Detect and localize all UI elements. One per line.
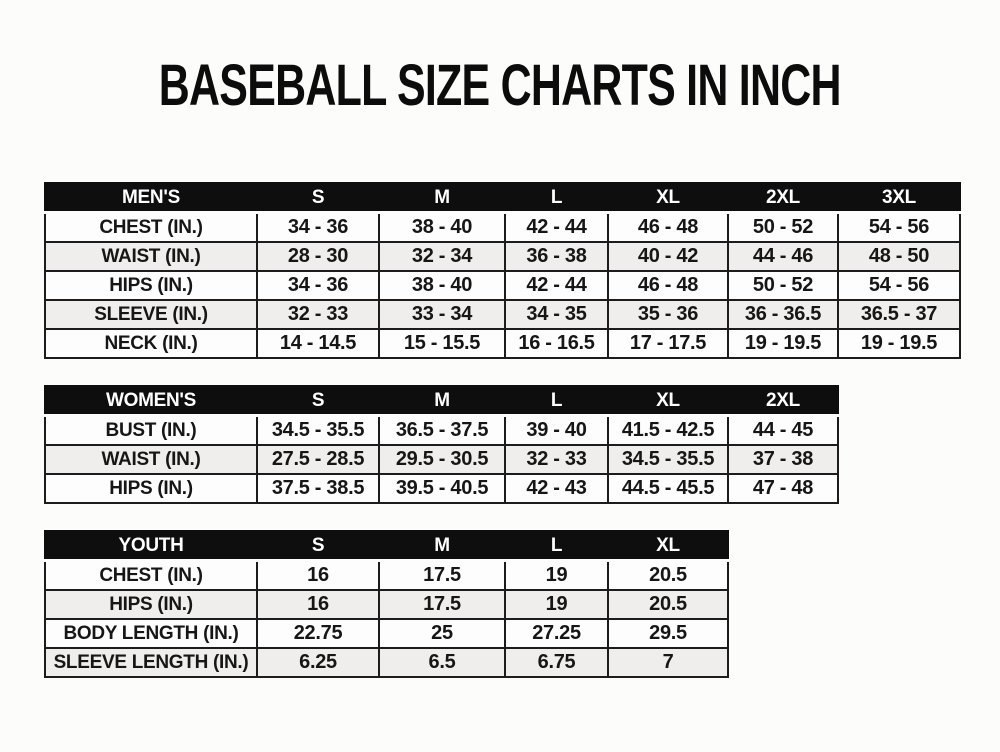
value-cell: 7 [608,648,728,677]
value-cell: 36 - 36.5 [728,300,838,329]
row-label-cell: HIPS (IN.) [45,590,257,619]
row-label-cell: CHEST (IN.) [45,213,257,243]
value-cell: 42 - 43 [505,474,608,503]
value-cell: 44 - 46 [728,242,838,271]
value-cell: 19 [505,590,608,619]
value-cell: 37 - 38 [728,445,838,474]
value-cell: 37.5 - 38.5 [257,474,379,503]
value-cell: 34 - 35 [505,300,608,329]
row-label-cell: HIPS (IN.) [45,271,257,300]
mens-size-header-cell: XL [608,183,728,213]
womens-size-table [44,385,839,504]
value-cell: 34.5 - 35.5 [257,416,379,446]
table-row [45,590,728,619]
value-cell: 20.5 [608,590,728,619]
row-label-cell: NECK (IN.) [45,329,257,358]
table-row [45,445,838,474]
tables-container [44,182,1000,678]
value-cell: 54 - 56 [838,213,960,243]
value-cell: 50 - 52 [728,271,838,300]
row-label-cell: HIPS (IN.) [45,474,257,503]
value-cell: 36.5 - 37.5 [379,416,505,446]
value-cell: 41.5 - 42.5 [608,416,728,446]
mens-size-header-cell: L [505,183,608,213]
value-cell: 17.5 [379,590,505,619]
value-cell: 6.5 [379,648,505,677]
table-row [45,242,960,271]
value-cell: 54 - 56 [838,271,960,300]
value-cell: 36.5 - 37 [838,300,960,329]
value-cell: 16 [257,561,379,591]
value-cell: 29.5 - 30.5 [379,445,505,474]
value-cell: 44.5 - 45.5 [608,474,728,503]
womens-size-header-cell: S [257,386,379,416]
value-cell: 42 - 44 [505,271,608,300]
value-cell: 40 - 42 [608,242,728,271]
table-row [45,271,960,300]
youth-header-row [45,531,728,561]
value-cell: 17.5 [379,561,505,591]
value-cell: 6.25 [257,648,379,677]
value-cell: 38 - 40 [379,271,505,300]
womens-size-header-cell: XL [608,386,728,416]
table-row [45,561,728,591]
page-title [0,0,1000,118]
value-cell: 32 - 33 [505,445,608,474]
value-cell: 38 - 40 [379,213,505,243]
value-cell: 16 - 16.5 [505,329,608,358]
value-cell: 46 - 48 [608,271,728,300]
value-cell: 29.5 [608,619,728,648]
womens-size-header-cell: L [505,386,608,416]
value-cell: 15 - 15.5 [379,329,505,358]
row-label-cell: BODY LENGTH (IN.) [45,619,257,648]
value-cell: 19 - 19.5 [838,329,960,358]
table-row [45,416,838,446]
table-row [45,474,838,503]
value-cell: 39.5 - 40.5 [379,474,505,503]
mens-header-row [45,183,960,213]
womens-table-title-cell: WOMEN'S [45,386,257,416]
row-label-cell: CHEST (IN.) [45,561,257,591]
womens-header-row [45,386,838,416]
value-cell: 47 - 48 [728,474,838,503]
table-row [45,619,728,648]
mens-table-title-cell: MEN'S [45,183,257,213]
value-cell: 34 - 36 [257,271,379,300]
row-label-cell: BUST (IN.) [45,416,257,446]
value-cell: 32 - 33 [257,300,379,329]
value-cell: 19 - 19.5 [728,329,838,358]
value-cell: 36 - 38 [505,242,608,271]
value-cell: 34.5 - 35.5 [608,445,728,474]
value-cell: 6.75 [505,648,608,677]
value-cell: 20.5 [608,561,728,591]
mens-size-header-cell: M [379,183,505,213]
value-cell: 14 - 14.5 [257,329,379,358]
youth-size-header-cell: M [379,531,505,561]
table-row [45,213,960,243]
womens-size-header-cell: 2XL [728,386,838,416]
value-cell: 19 [505,561,608,591]
value-cell: 34 - 36 [257,213,379,243]
value-cell: 16 [257,590,379,619]
value-cell: 39 - 40 [505,416,608,446]
value-cell: 17 - 17.5 [608,329,728,358]
value-cell: 25 [379,619,505,648]
value-cell: 32 - 34 [379,242,505,271]
youth-size-header-cell: S [257,531,379,561]
value-cell: 27.5 - 28.5 [257,445,379,474]
youth-size-header-cell: XL [608,531,728,561]
row-label-cell: SLEEVE (IN.) [45,300,257,329]
value-cell: 42 - 44 [505,213,608,243]
mens-size-header-cell: 3XL [838,183,960,213]
youth-table-title-cell: YOUTH [45,531,257,561]
table-row [45,329,960,358]
youth-size-table [44,530,729,678]
row-label-cell: WAIST (IN.) [45,445,257,474]
value-cell: 22.75 [257,619,379,648]
row-label-cell: WAIST (IN.) [45,242,257,271]
value-cell: 50 - 52 [728,213,838,243]
value-cell: 35 - 36 [608,300,728,329]
value-cell: 48 - 50 [838,242,960,271]
table-row [45,300,960,329]
value-cell: 33 - 34 [379,300,505,329]
table-row [45,648,728,677]
youth-size-header-cell: L [505,531,608,561]
value-cell: 46 - 48 [608,213,728,243]
value-cell: 44 - 45 [728,416,838,446]
mens-size-header-cell: 2XL [728,183,838,213]
value-cell: 28 - 30 [257,242,379,271]
mens-size-table [44,182,961,359]
row-label-cell: SLEEVE LENGTH (IN.) [45,648,257,677]
womens-size-header-cell: M [379,386,505,416]
page-title-text: BASEBALL SIZE CHARTS IN INCH [159,53,841,118]
value-cell: 27.25 [505,619,608,648]
mens-size-header-cell: S [257,183,379,213]
